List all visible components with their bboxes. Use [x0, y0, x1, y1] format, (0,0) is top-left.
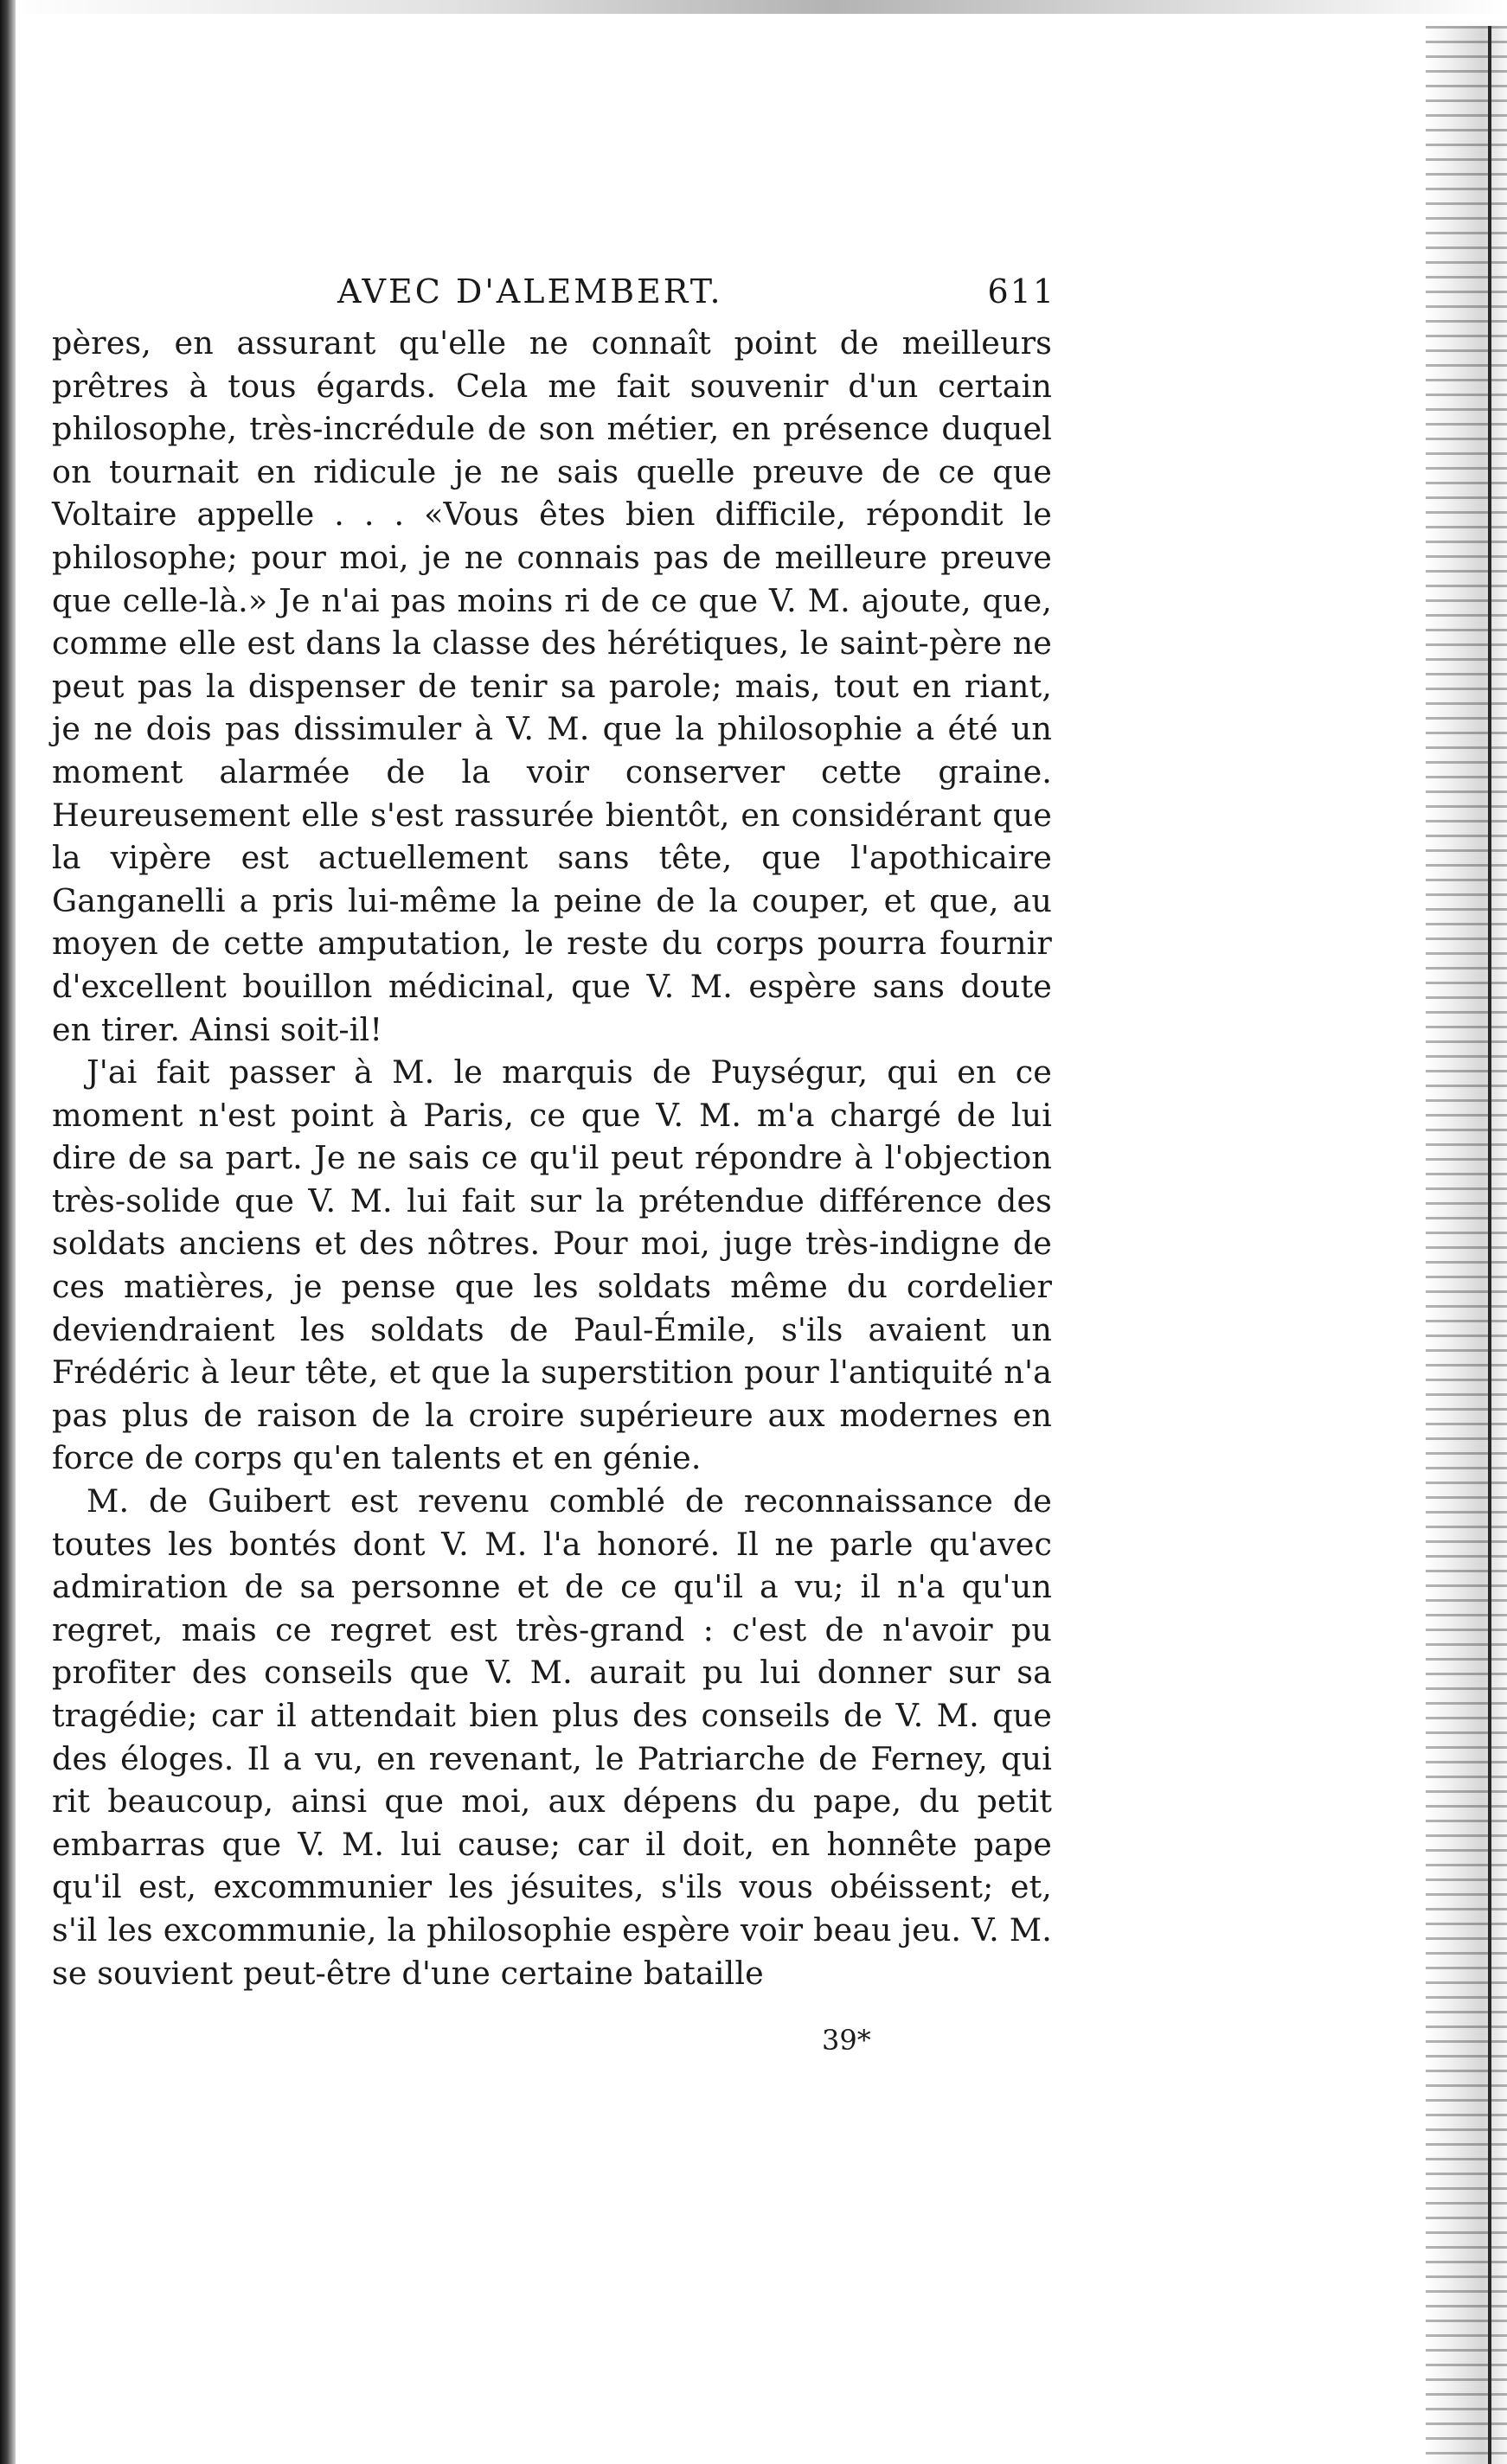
book-gutter-shadow — [1426, 26, 1507, 2464]
running-title: AVEC D'ALEMBERT. — [337, 272, 723, 310]
scan-left-edge — [0, 0, 16, 2464]
book-spine-line — [1488, 26, 1491, 2464]
paragraph-1: pères, en assurant qu'elle ne connaît point de meilleurs prêtres à tous égards. Cela me fait souvenir d'un certain philosophe, très-incrédule de son métier, en présence duquel on tournait en ridicule je ne sais quelle preuve de ce que Voltaire appelle . . . «Vous êtes bien difficile, répondit le philosophe; pour moi, je ne connais pas de meilleure preuve que celle-là.» Je n'ai pas moins ri de ce que V. M. ajoute, que, comme elle est dans la classe des hérétiques, le saint-père ne peut pas la dispenser de tenir sa parole; mais, tout en riant, je ne dois pas dissimuler à V. M. que la philosophie a été un moment alarmée de la voir conserver cette graine. Heureusement elle s'est rassurée bientôt, en considérant que la vipère est actuellement sans tête, que l'apothicaire Ganganelli a pris lui-même la peine de la couper, et que, au moyen de cette amputation, le reste du corps pourra fournir d'excellent bouillon médicinal, que V. M. espère sans doute en tirer. Ainsi soit-il! — [52, 324, 1052, 1048]
page-number: 611 — [987, 272, 1055, 310]
scan-top-edge — [0, 0, 1507, 14]
letter-body — [52, 322, 1052, 1994]
page-header — [52, 272, 1055, 311]
signature-mark: 39* — [822, 2024, 871, 2057]
paragraph-2: J'ai fait passer à M. le marquis de Puységur, qui en ce moment n'est point à Paris, ce que V. M. m'a chargé de lui dire de sa part. Je ne sais ce qu'il peut répondre à l'objection très-solide que V. M. lui fait sur la prétendue différence des soldats anciens et des nôtres. Pour moi, juge très-indigne de ces matières, je pense que les soldats même du cordelier deviendraient les soldats de Paul-Émile, s'ils avaient un Frédéric à leur tête, et que la superstition pour l'antiquité n'a pas plus de raison de la croire supérieure aux modernes en force de corps qu'en talents et en génie. — [52, 1053, 1052, 1477]
paragraph-3: M. de Guibert est revenu comblé de reconnaissance de toutes les bontés dont V. M. l'a honoré. Il ne parle qu'avec admiration de sa personne et de ce qu'il a vu; il n'a qu'un regret, mais ce regret est très-grand : c'est de n'avoir pu profiter des conseils que V. M. aurait pu lui donner sur sa tragédie; car il attendait bien plus des conseils de V. M. que des éloges. Il a vu, en revenant, le Patriarche de Ferney, qui rit beaucoup, ainsi que moi, aux dépens du pape, du petit embarras que V. M. lui cause; car il doit, en honnête pape qu'il est, excommunier les jésuites, s'ils vous obéissent; et, s'il les excommunie, la philosophie espère voir beau jeu. V. M. se souvient peut-être d'une certaine bataille — [52, 1482, 1052, 1992]
